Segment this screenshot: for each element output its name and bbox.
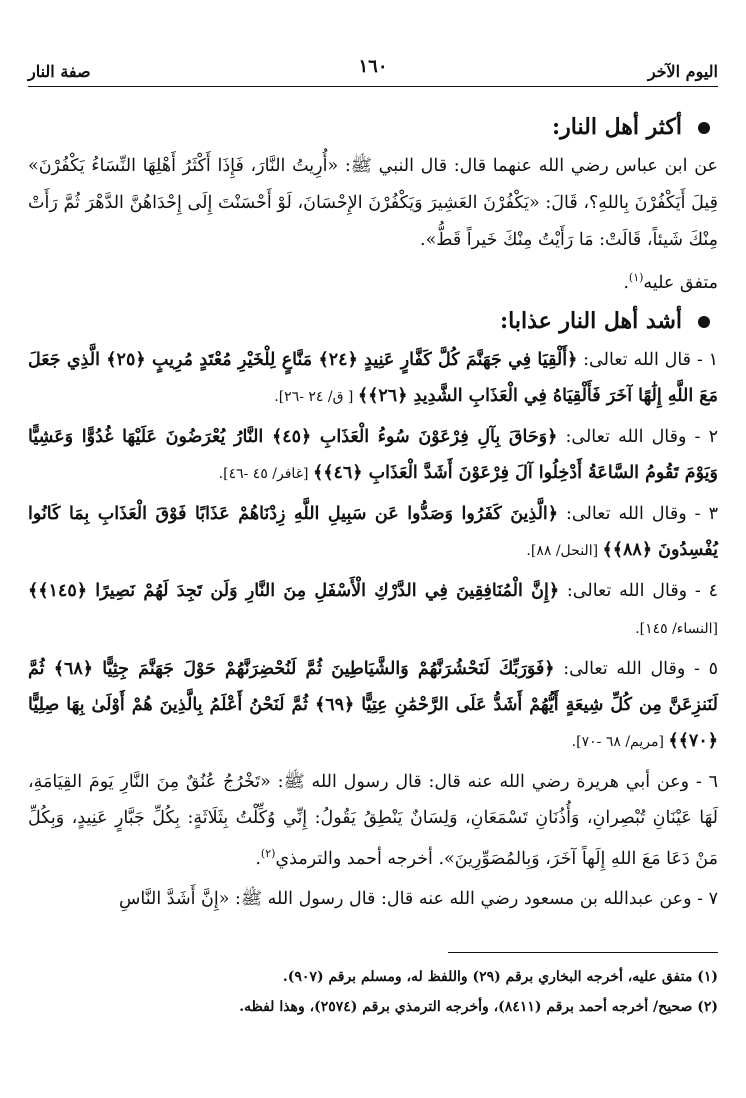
hadith-paragraph: عن ابن عباس رضي الله عنهما قال: قال النبي ﷺ: «أُرِيتُ النَّارَ، فَإِذَا أَكْثَرُ أَهْلِهَا النِّسَاءُ يَكْفُرْنَ» قِيلَ أَيَكْفُرْنَ بِاللهِ؟، قَالَ: «يَكْفُرْنَ العَشِيرَ وَيَكْفُرْنَ الإِحْسَانَ، لَوْ أَحْسَنْتَ إِلَى إِحْدَاهُنَّ الدَّهْرَ ثُمَّ رَأَتْ مِنْكَ شَيئاً، قَالَتْ: مَا رَأَيْتُ مِنْكَ خَيراً قَطُّ». متفق عليه$^{(١)}$. <box>28 156 718 293</box>
hadith-text: «إِنَّ أَشَدَّ النَّاسِ <box>119 888 230 909</box>
footnote-1: (١) متفق عليه، أخرجه البخاري برقم (٢٩) واللفظ له، ومسلم برقم (٩٠٧). <box>282 969 718 985</box>
heading-harshest-punishment: أشد أهل النار عذابا: <box>28 308 718 334</box>
footnote-rule <box>448 952 718 953</box>
list-item: ٣ - وقال الله تعالى: ﴿الَّذِينَ كَفَرُوا وَصَدُّوا عَن سَبِيلِ اللَّهِ زِدْنَاهُمْ عَذَابًا فَوْقَ الْعَذَابِ بِمَا كَانُوا يُفْسِدُونَ ﴿٨٨﴾﴾ [النحل/ ٨٨]. <box>28 503 718 560</box>
bullet-icon <box>698 316 710 328</box>
quran-verse: ﴿فَوَرَبِّكَ لَنَحْشُرَنَّهُمْ وَالشَّيَاطِينَ ثُمَّ لَنُحْضِرَنَّهُمْ حَوْلَ جَهَنَّمَ جِثِيًّا ﴿٦٨﴾ ثُمَّ لَنَنزِعَنَّ مِن كُلِّ شِيعَةٍ أَيُّهُمْ أَشَدُّ عَلَى الرَّحْمَٰنِ عِتِيًّا ﴿٦٩﴾ ثُمَّ لَنَحْنُ أَعْلَمُ بِالَّذِينَ هُمْ أَوْلَىٰ بِهَا صِلِيًّا ﴿٧٠﴾﴾ <box>28 658 718 751</box>
verse-reference: [غافر/ ٤٥ -٤٦]. <box>218 465 313 482</box>
list-item: ٢ - وقال الله تعالى: ﴿وَحَاقَ بِآلِ فِرْعَوْنَ سُوءُ الْعَذَابِ ﴿٤٥﴾ النَّارُ يُعْرَضُونَ عَلَيْهَا غُدُوًّا وَعَشِيًّا وَيَوْمَ تَقُومُ السَّاعَةُ أَدْخِلُوا آلَ فِرْعَوْنَ أَشَدَّ الْعَذَابِ ﴿٤٦﴾﴾ [غافر/ ٤٥ -٤٦]. <box>28 426 719 483</box>
bullet-icon <box>698 122 710 134</box>
list-item: ٦ - وعن أبي هريرة رضي الله عنه قال: قال رسول الله ﷺ: «تَخْرُجُ عُنُقٌ مِنَ النَّارِ يَومَ القِيَامَةِ، لَهَا عَيْنَانِ تُبْصِرانِ، وَأُذُنَانِ تَسْمَعَانِ، وَلِسَانٌ يَنْطِقُ يَقُولُ: إِنِّي وُكِّلْتُ بِثَلَاثَةٍ: بِكُلِّ جَبَّارٍ عَنِيدٍ، وَبِكُلِّ مَنْ دَعَا مَعَ اللهِ إِلَهاً آخَرَ، وَبِالمُصَوِّرِينَ». أخرجه أحمد والترمذي$^{(٢)}$. <box>28 771 718 869</box>
chapter-title: اليوم الآخر <box>647 62 718 81</box>
quran-verse: ﴿أَلْقِيَا فِي جَهَنَّمَ كُلَّ كَفَّارٍ عَنِيدٍ ﴿٢٤﴾ مَنَّاعٍ لِلْخَيْرِ مُعْتَدٍ مُرِيبٍ ﴿٢٥﴾ الَّذِي جَعَلَ مَعَ اللَّهِ إِلَٰهًا آخَرَ فَأَلْقِيَاهُ فِي الْعَذَابِ الشَّدِيدِ ﴿٢٦﴾﴾ <box>28 349 718 406</box>
running-header <box>28 50 718 86</box>
footnote-marker: (٢) <box>260 846 276 860</box>
quran-verse: ﴿الَّذِينَ كَفَرُوا وَصَدُّوا عَن سَبِيلِ اللَّهِ زِدْنَاهُمْ عَذَابًا فَوْقَ الْعَذَابِ بِمَا كَانُوا يُفْسِدُونَ ﴿٨٨﴾﴾ <box>28 503 718 560</box>
header-rule <box>28 86 718 87</box>
verse-reference: [النحل/ ٨٨]. <box>526 542 603 559</box>
verse-reference: [ ق/ ٢٤ -٢٦]. <box>274 388 358 405</box>
verse-reference: [مريم/ ٦٨ -٧٠]. <box>571 733 669 750</box>
quran-verse: ﴿إِنَّ الْمُنَافِقِينَ فِي الدَّرْكِ الْأَسْفَلِ مِنَ النَّارِ وَلَن تَجِدَ لَهُمْ نَصِيرًا ﴿١٤٥﴾﴾ <box>28 580 560 601</box>
list-item: ١ - قال الله تعالى: ﴿أَلْقِيَا فِي جَهَنَّمَ كُلَّ كَفَّارٍ عَنِيدٍ ﴿٢٤﴾ مَنَّاعٍ لِلْخَيْرِ مُعْتَدٍ مُرِيبٍ ﴿٢٥﴾ الَّذِي جَعَلَ مَعَ اللَّهِ إِلَٰهًا آخَرَ فَأَلْقِيَاهُ فِي الْعَذَابِ الشَّدِيدِ ﴿٢٦﴾﴾ [ ق/ ٢٤ -٢٦]. <box>28 349 718 406</box>
list-item: ٧ - وعن عبدالله بن مسعود رضي الله عنه قال: قال رسول الله ﷺ: «إِنَّ أَشَدَّ النَّاسِ <box>119 888 718 909</box>
section-title: صفة النار <box>28 62 91 81</box>
list-item: ٥ - وقال الله تعالى: ﴿فَوَرَبِّكَ لَنَحْشُرَنَّهُمْ وَالشَّيَاطِينَ ثُمَّ لَنُحْضِرَنَّهُمْ حَوْلَ جَهَنَّمَ جِثِيًّا ﴿٦٨﴾ ثُمَّ لَنَنزِعَنَّ مِن كُلِّ شِيعَةٍ أَيُّهُمْ أَشَدُّ عَلَى الرَّحْمَٰنِ عِتِيًّا ﴿٦٩﴾ ثُمَّ لَنَحْنُ أَعْلَمُ بِالَّذِينَ هُمْ أَوْلَىٰ بِهَا صِلِيًّا ﴿٧٠﴾﴾ [مريم/ ٦٨ -٧٠]. <box>28 658 718 751</box>
list-item: ٤ - وقال الله تعالى: ﴿إِنَّ الْمُنَافِقِينَ فِي الدَّرْكِ الْأَسْفَلِ مِنَ النَّارِ وَلَن تَجِدَ لَهُمْ نَصِيرًا ﴿١٤٥﴾﴾ [النساء/ ١٤٥]. <box>28 580 718 637</box>
footnote-2: (٢) صحيح/ أخرجه أحمد برقم (٨٤١١)، وأخرجه الترمذي برقم (٢٥٧٤)، وهذا لفظه. <box>239 999 718 1015</box>
verse-reference: [النساء/ ١٤٥]. <box>635 620 718 637</box>
heading-most-people-of-fire: أكثر أهل النار: <box>28 114 718 140</box>
footnote-marker: (١) <box>628 271 644 284</box>
hadith-text: «تَخْرُجُ عُنُقٌ مِنَ النَّارِ يَومَ القِيَامَةِ، لَهَا عَيْنَانِ تُبْصِرانِ، وَأُذُنَانِ تَسْمَعَانِ، وَلِسَانٌ يَنْطِقُ يَقُولُ: إِنِّي وُكِّلْتُ بِثَلَاثَةٍ: بِكُلِّ جَبَّارٍ عَنِيدٍ، وَبِكُلِّ مَنْ دَعَا مَعَ اللهِ إِلَهاً آخَرَ، وَبِالمُصَوِّرِينَ». <box>28 771 718 869</box>
page-body <box>28 108 718 921</box>
footnotes <box>28 962 718 1022</box>
quran-verse: ﴿وَحَاقَ بِآلِ فِرْعَوْنَ سُوءُ الْعَذَابِ ﴿٤٥﴾ النَّارُ يُعْرَضُونَ عَلَيْهَا غُدُوًّا وَعَشِيًّا وَيَوْمَ تَقُومُ السَّاعَةُ أَدْخِلُوا آلَ فِرْعَوْنَ أَشَدَّ الْعَذَابِ ﴿٤٦﴾﴾ <box>28 426 718 483</box>
hadith-source: أخرجه أحمد والترمذي <box>275 848 439 869</box>
attribution: متفق عليه <box>643 272 718 293</box>
page-number: ١٦٠ <box>358 56 388 77</box>
